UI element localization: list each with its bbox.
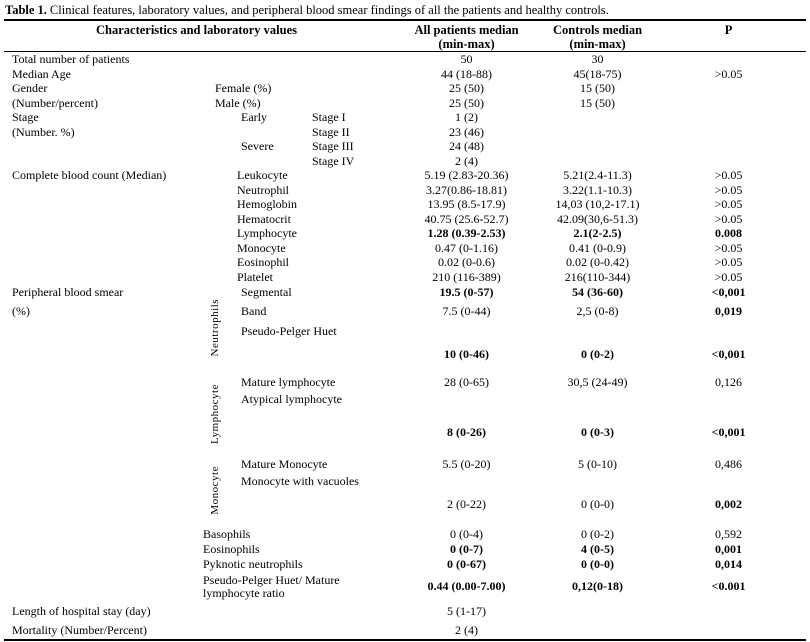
- table-row: [4, 183, 806, 198]
- cell-value-patients: 0.44 (0.00-7.00): [427, 579, 506, 593]
- cell-p-value: 0,001: [715, 541, 743, 556]
- cell-sub-characteristic: Mature Monocyte: [241, 457, 328, 471]
- cell-p-value: [651, 443, 806, 457]
- cell-value-controls: 30: [591, 51, 604, 66]
- cell-value-controls: [544, 154, 651, 169]
- cell-value-patients: 28 (0-65): [444, 375, 490, 389]
- cell-characteristic: [4, 527, 199, 542]
- cell-value-patients: 210 (116-389): [432, 269, 501, 284]
- table-row: [4, 457, 806, 473]
- cell-value-controls: [544, 140, 651, 154]
- cell-characteristic: [4, 212, 199, 227]
- header-characteristics: Characteristics and laboratory values: [4, 21, 389, 52]
- cell-value-patients: 5.5 (0-20): [442, 457, 491, 471]
- cell-value-controls: 0.02 (0-0.42): [566, 255, 630, 269]
- cell-characteristic: [4, 557, 199, 572]
- cell-characteristic: [4, 473, 199, 515]
- cell-value-patients: 8 (0-26): [447, 424, 487, 439]
- clinical-features-table: [4, 21, 806, 641]
- cell-sub-characteristic: Atypical lymphocyte: [241, 391, 342, 406]
- cell-value-controls: 3.22(1.1-10.3): [563, 182, 633, 197]
- cell-p-value: >0.05: [714, 197, 743, 211]
- cell-p-value: >0.05: [714, 240, 743, 255]
- cell-value-controls: 0,12(0-18): [572, 579, 624, 593]
- cell-sub-characteristic: Female (%): [215, 81, 272, 95]
- cell-sub-characteristic: [199, 67, 389, 82]
- cell-characteristic: Complete blood count (Median): [12, 168, 167, 182]
- cell-characteristic: Stage: [12, 110, 39, 124]
- cell-p-value: [651, 140, 806, 154]
- cell-value-patients: 0.47 (0-1.16): [435, 240, 499, 255]
- cell-sub-characteristic: Pseudo-Pelger Huet: [241, 323, 337, 338]
- table-row: [4, 227, 806, 241]
- cell-value-patients: 1 (2): [455, 110, 479, 124]
- table-row: [4, 125, 806, 140]
- cell-value-controls: 42.09(30,6-51.3): [557, 211, 639, 226]
- cell-sub-characteristic: [199, 622, 389, 640]
- cell-group-spacer: [199, 111, 231, 125]
- cell-p-value: [651, 111, 806, 125]
- table-row: [4, 301, 806, 323]
- table-title: [4, 2, 806, 21]
- cell-characteristic: Total number of patients: [12, 51, 130, 66]
- cell-p-value: 0,002: [715, 496, 743, 511]
- cell-sub-characteristic: Monocyte: [237, 240, 286, 255]
- spacer-row: [4, 365, 806, 375]
- cell-characteristic: [4, 256, 199, 270]
- cell-sub-characteristic: Male (%): [215, 95, 261, 110]
- cell-characteristic: [4, 457, 199, 473]
- cell-p-value: >0.05: [714, 66, 743, 81]
- table-row: [4, 542, 806, 557]
- cell-value-patients: 10 (0-46): [444, 346, 490, 361]
- cell-p-value: 0,019: [715, 304, 743, 318]
- cell-p-value: [651, 602, 806, 622]
- cell-characteristic: [4, 154, 199, 169]
- cell-sub-characteristic: [231, 365, 389, 375]
- cell-group-spacer: [199, 140, 231, 154]
- cell-characteristic: [4, 515, 199, 527]
- cell-sub-characteristic: Platelet: [237, 269, 273, 284]
- cell-sub-characteristic: [231, 515, 389, 527]
- cell-value-patients: 2 (0-22): [447, 496, 487, 511]
- cell-value-controls: [544, 365, 651, 375]
- cell-value-patients: 44 (18-88): [441, 66, 493, 81]
- cell-characteristic: (%): [12, 304, 30, 318]
- cell-value-patients: 1.28 (0.39-2.53): [427, 226, 506, 240]
- cell-p-value: >0.05: [714, 182, 743, 197]
- cell-value-patients: 0 (0-7): [450, 541, 484, 556]
- cell-value-patients: 2 (4): [455, 153, 479, 168]
- cell-p-value: [651, 154, 806, 169]
- table-row: [4, 323, 806, 365]
- cell-sub-characteristic: Band: [241, 304, 267, 318]
- cell-sub-characteristic: [199, 52, 389, 67]
- cell-value-controls: [544, 111, 651, 125]
- table-row: [4, 285, 806, 301]
- cell-value-controls: [544, 125, 651, 140]
- cell-characteristic: [4, 227, 199, 241]
- cell-p-value: 0,486: [715, 457, 743, 471]
- cell-p-value: 0.008: [715, 226, 743, 240]
- header-controls-line2: (min-max): [569, 36, 626, 51]
- cell-p-value: 0,592: [715, 526, 743, 541]
- cell-group-label: [199, 285, 231, 375]
- cell-characteristic: [4, 443, 199, 457]
- cell-value-controls: 5.21(2.4-11.3): [563, 168, 632, 182]
- table-row: [4, 557, 806, 572]
- cell-value-patients: 7.5 (0-44): [442, 304, 491, 318]
- cell-value-controls: [544, 622, 651, 640]
- cell-value-patients: 13.95 (8.5-17.9): [427, 197, 506, 211]
- cell-p-value: [651, 365, 806, 375]
- cell-sub-characteristic: Basophils: [203, 526, 251, 541]
- cell-sub-characteristic: Leukocyte: [237, 168, 288, 182]
- cell-sub-characteristic: Lymphocyte: [237, 226, 297, 240]
- cell-characteristic: [4, 183, 199, 198]
- cell-p-value: [651, 622, 806, 640]
- cell-sub-characteristic: [199, 602, 389, 622]
- cell-characteristic: [4, 375, 199, 391]
- cell-p-value: >0.05: [714, 168, 743, 182]
- cell-value-patients: 0.02 (0-0.6): [438, 255, 496, 269]
- table-row: [4, 140, 806, 154]
- cell-severity: Early: [241, 110, 267, 124]
- cell-p-value: >0.05: [714, 211, 743, 226]
- table-row: [4, 270, 806, 285]
- cell-stage: Stage IV: [312, 153, 355, 168]
- cell-sub-characteristic: Mature lymphocyte: [241, 375, 336, 389]
- table-row: [4, 391, 806, 443]
- cell-value-controls: 0 (0-2): [581, 526, 615, 541]
- cell-value-patients: 2 (4): [455, 622, 479, 637]
- cell-p-value: [651, 96, 806, 111]
- cell-characteristic: [4, 198, 199, 212]
- cell-sub-characteristic: Eosinophil: [237, 255, 290, 269]
- cell-characteristic: [4, 391, 199, 443]
- header-controls: [544, 21, 651, 52]
- cell-value-controls: 2.1(2-2.5): [573, 226, 622, 240]
- table-row: [4, 473, 806, 515]
- table-row: [4, 67, 806, 82]
- cell-severity: Severe: [241, 139, 274, 153]
- cell-characteristic: [4, 140, 199, 154]
- cell-p-value: [651, 125, 806, 140]
- cell-severity: [231, 125, 304, 140]
- cell-value-patients: 3.27(0.86-18.81): [426, 182, 508, 197]
- cell-sub-characteristic: Pyknotic neutrophils: [203, 556, 303, 571]
- cell-value-controls: [544, 515, 651, 527]
- cell-characteristic: Mortality (Number/Percent): [12, 622, 147, 637]
- group-label-vertical: Lymphocyte: [208, 384, 221, 444]
- cell-value-patients: 25 (50): [449, 95, 485, 110]
- table-row: [4, 111, 806, 125]
- table-row: [4, 154, 806, 169]
- cell-stage: Stage I: [312, 110, 346, 124]
- table-header-row: [4, 21, 806, 52]
- cell-characteristic: [4, 241, 199, 256]
- cell-value-controls: 15 (50): [580, 95, 616, 110]
- cell-value-patients: 5.19 (2.83-20.36): [424, 168, 509, 182]
- table-row: [4, 602, 806, 622]
- cell-value-controls: 0 (0-0): [581, 556, 615, 571]
- cell-p-value: <0.001: [711, 579, 746, 593]
- cell-sub-characteristic: Hemoglobin: [237, 197, 297, 211]
- cell-value-patients: [389, 515, 544, 527]
- cell-value-controls: 0 (0-2): [581, 346, 615, 361]
- cell-value-patients: 5 (1-17): [447, 604, 487, 618]
- spacer-row: [4, 515, 806, 527]
- cell-characteristic: [4, 542, 199, 557]
- cell-severity: [231, 154, 304, 169]
- table-title-label: Table 1.: [5, 3, 47, 17]
- header-p: P: [651, 21, 806, 52]
- table-row: [4, 212, 806, 227]
- cell-value-controls: [544, 443, 651, 457]
- paper-container: [4, 2, 806, 641]
- cell-value-patients: [389, 443, 544, 457]
- cell-sub-characteristic: Neutrophil: [237, 182, 289, 197]
- cell-value-controls: 5 (0-10): [578, 457, 618, 471]
- cell-characteristic: [4, 365, 199, 375]
- cell-characteristic: [4, 323, 199, 365]
- cell-value-controls: 0 (0-3): [581, 424, 615, 439]
- cell-sub-characteristic: [231, 443, 389, 457]
- table-row: [4, 622, 806, 640]
- cell-value-patients: 40.75 (25.6-52.7): [424, 211, 509, 226]
- cell-p-value: <0,001: [711, 424, 746, 439]
- cell-p-value: >0.05: [714, 255, 743, 269]
- table-row: [4, 82, 806, 96]
- cell-stage: Stage III: [312, 139, 354, 153]
- header-all-patients-line1: All patients median: [414, 23, 519, 37]
- header-all-patients: [389, 21, 544, 52]
- cell-value-controls: 0 (0-0): [581, 496, 615, 511]
- cell-sub-characteristic: Hematocrit: [237, 211, 291, 226]
- cell-sub-characteristic: Segmental: [241, 285, 292, 299]
- cell-value-controls: 14,03 (10,2-17.1): [555, 197, 640, 211]
- cell-value-controls: [544, 602, 651, 622]
- cell-value-controls: 15 (50): [580, 81, 616, 95]
- cell-value-patients: 24 (48): [449, 139, 485, 153]
- cell-p-value: [651, 515, 806, 527]
- cell-sub-characteristic: Monocyte with vacuoles: [241, 473, 359, 488]
- cell-sub-characteristic: Eosinophils: [203, 541, 260, 556]
- cell-value-controls: 54 (36-60): [572, 285, 624, 299]
- cell-p-value: 0,126: [715, 375, 743, 389]
- cell-value-patients: [389, 365, 544, 375]
- cell-value-patients: 25 (50): [449, 81, 485, 95]
- group-label-vertical: Neutrophils: [208, 299, 221, 357]
- cell-value-patients: 19.5 (0-57): [439, 285, 494, 299]
- table-row: [4, 198, 806, 212]
- cell-p-value: >0.05: [714, 269, 743, 284]
- table-row: [4, 241, 806, 256]
- cell-group-label: [199, 375, 231, 457]
- cell-value-controls: 45(18-75): [573, 66, 622, 81]
- table-row: [4, 96, 806, 111]
- cell-value-patients: 50: [460, 51, 473, 66]
- cell-characteristic: (Number. %): [12, 124, 75, 139]
- cell-value-patients: 23 (46): [449, 124, 485, 139]
- cell-p-value: <0,001: [711, 346, 746, 361]
- cell-value-controls: 4 (0-5): [581, 541, 615, 556]
- cell-characteristic: Length of hospital stay (day): [12, 604, 151, 618]
- cell-characteristic: [4, 270, 199, 285]
- group-label-vertical: Monocyte: [208, 465, 221, 515]
- table-row: [4, 375, 806, 391]
- table-row: [4, 256, 806, 270]
- cell-value-controls: 30,5 (24-49): [567, 375, 628, 389]
- cell-p-value: [651, 82, 806, 96]
- cell-group-label: [199, 457, 231, 527]
- cell-characteristic: [4, 572, 199, 602]
- table-row: [4, 169, 806, 183]
- cell-p-value: 0,014: [715, 556, 743, 571]
- cell-group-spacer: [199, 154, 231, 169]
- cell-stage: Stage II: [312, 124, 350, 139]
- cell-value-patients: 0 (0-67): [447, 556, 487, 571]
- cell-p-value: <0,001: [711, 285, 746, 299]
- table-body: [4, 52, 806, 640]
- spacer-row: [4, 443, 806, 457]
- cell-characteristic: Median Age: [12, 66, 71, 81]
- cell-value-patients: 0 (0-4): [450, 526, 484, 541]
- cell-characteristic: Gender: [12, 81, 48, 95]
- table-title-text: Clinical features, laboratory values, and peripheral blood smear findings of all the patients and healthy controls.: [49, 3, 609, 17]
- header-all-patients-line2: (min-max): [438, 36, 495, 51]
- cell-characteristic: (Number/percent): [12, 95, 98, 110]
- table-row: [4, 527, 806, 542]
- cell-value-controls: 216(110-344): [564, 269, 631, 284]
- cell-p-value: [651, 52, 806, 67]
- table-row: [4, 52, 806, 67]
- header-controls-line1: Controls median: [553, 23, 643, 37]
- cell-characteristic: Peripheral blood smear: [12, 285, 124, 299]
- table-row: [4, 572, 806, 602]
- cell-sub-characteristic: Pseudo-Pelger Huet/ Mature lymphocyte ratio: [203, 572, 340, 600]
- cell-value-controls: 0.41 (0-0.9): [569, 240, 627, 255]
- cell-value-controls: 2,5 (0-8): [576, 304, 619, 318]
- cell-group-spacer: [199, 125, 231, 140]
